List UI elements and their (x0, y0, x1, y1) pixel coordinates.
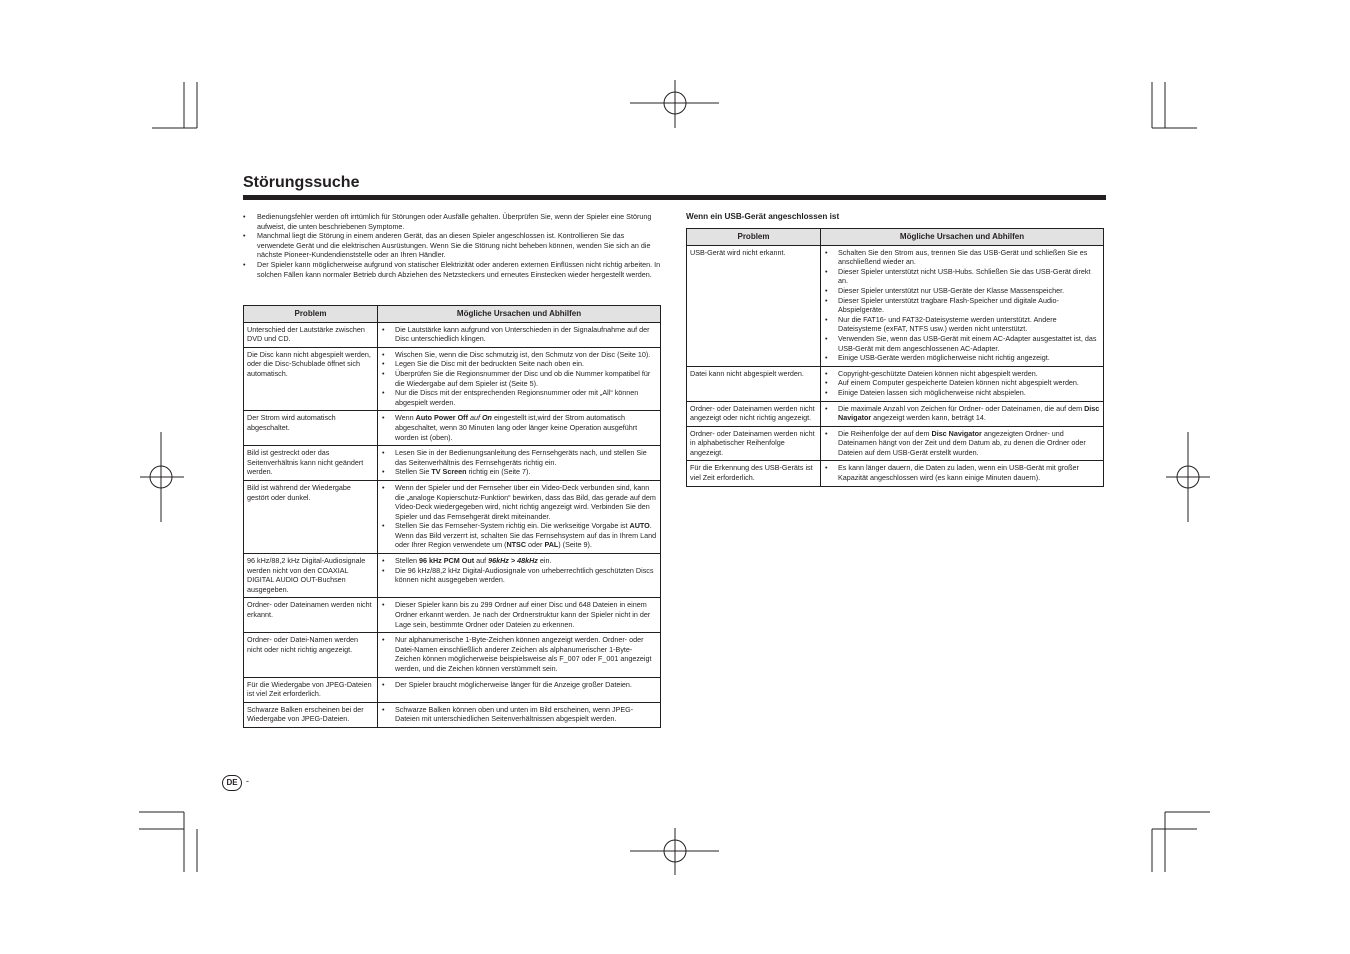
problem-cell: Die Disc kann nicht abgespielt werden, oder die Disc-Schublade öffnet sich automatisch. (244, 347, 378, 411)
setting-value: AUTO (629, 521, 650, 531)
setting-name: Auto Power Off (415, 413, 468, 423)
remedy-cell (378, 633, 661, 677)
table-row (687, 461, 1104, 486)
problem-cell: Bild ist gestreckt oder das Seitenverhältnis kann nicht geändert werden. (244, 446, 378, 481)
remedy-bullet: • Überprüfen Sie die Regionsnummer der Disc und ob die Nummer kompatibel für die Wiedergabe auf dem Spieler ist (Seite 5). (381, 369, 657, 388)
remedy-cell (378, 347, 661, 411)
table-header-row (244, 306, 661, 323)
remedy-bullet: • Nur die Discs mit der entsprechenden Regionsnummer oder mit „All“ können abgespielt werden. (381, 388, 657, 407)
remedy-cell (378, 677, 661, 702)
title-rule (243, 195, 1106, 200)
remedy-bullet: • Auf einem Computer gespeicherte Dateien können nicht abgespielt werden. (824, 378, 1100, 388)
table-row (244, 554, 661, 598)
table-row (687, 401, 1104, 426)
table-row (244, 322, 661, 347)
table-row (244, 702, 661, 727)
remedy-bullet: • Dieser Spieler kann bis zu 299 Ordner auf einer Disc und 648 Dateien in einem Ordner erkannt werden. Je nach der Ordnerstruktur kann der Spieler nicht in der Lage sein, bestimmte Ordner oder Dateien zu erkennen. (381, 600, 657, 629)
setting-value: NTSC (506, 540, 527, 550)
screen-name: Disc Navigator (931, 428, 982, 438)
setting-name: 96 kHz PCM Out (418, 556, 475, 566)
remedy-bullet: • Stellen Sie TV Screen richtig ein (Seite 7). (381, 467, 657, 477)
column-header-problem: Problem (687, 229, 821, 246)
remedy-bullet: • Nur die FAT16- und FAT32-Dateisysteme werden unterstützt. Andere Dateisysteme (exFAT, NTFS usw.) werden nicht unterstützt. (824, 315, 1100, 334)
problem-cell: Ordner- oder Dateinamen werden nicht angezeigt oder nicht richtig angezeigt. (687, 401, 821, 426)
remedy-bullet: • Nur alphanumerische 1-Byte-Zeichen können angezeigt werden. Ordner- oder Datei-Namen einschließlich anderer Zeichen als alphanumerischer 1-Byte-Zeichen können möglicherweise beispielsweise als F_007 oder F_001 angezeigt werden, und die Zeichen können verstümmelt sein. (381, 635, 657, 673)
remedy-bullet: • Wenn der Spieler und der Fernseher über ein Video-Deck verbunden sind, kann die „analoge Kopierschutz-Funktion“ bewirken, dass das Bild, das gerade auf dem Video-Deck wiedergegeben wird, nicht richtig angezeigt wird. Verbinden Sie den Spieler und das Fernsehgerät direkt miteinander. (381, 483, 657, 521)
remedy-cell (821, 245, 1104, 366)
remedy-cell (821, 366, 1104, 401)
remedy-bullet: • Die Reihenfolge der auf dem Disc Navigator angezeigten Ordner- und Dateinamen hängt von der Zeit und dem Datum ab, zu denen die Ordner oder Dateien auf dem USB-Gerät erstellt wurden. (824, 429, 1100, 458)
table-row (244, 347, 661, 411)
table-row (244, 598, 661, 633)
setting-value: PAL (544, 540, 559, 550)
remedy-bullet: • Stellen Sie das Fernseher-System richtig ein. Die werkseitige Vorgabe ist AUTO. Wenn das Bild verzerrt ist, schalten Sie das Fernsehsystem auf das in Ihrem Land oder Ihrer Region verwendete um (NTSC oder PAL) (Seite 9). (381, 521, 657, 550)
column-header-remedies: Mögliche Ursachen und Abhilfen (378, 306, 661, 323)
usb-troubleshooting-table (686, 228, 1104, 487)
remedy-bullet: • Einige USB-Geräte werden möglicherweise nicht richtig angezeigt. (824, 353, 1100, 363)
problem-cell: Ordner- oder Dateinamen werden nicht in alphabetischer Reihenfolge angezeigt. (687, 426, 821, 461)
problem-cell: Ordner- oder Datei-Namen werden nicht oder nicht richtig angezeigt. (244, 633, 378, 677)
table-header-row (687, 229, 1104, 246)
table-row (687, 426, 1104, 461)
remedy-bullet: • Stellen 96 kHz PCM Out auf 96kHz > 48kHz ein. (381, 556, 657, 566)
remedy-bullet: • Der Spieler braucht möglicherweise länger für die Anzeige großer Dateien. (381, 680, 657, 690)
remedy-bullet: • Schalten Sie den Strom aus, trennen Sie das USB-Gerät und schließen Sie es anschließend wieder an. (824, 248, 1100, 267)
intro-bullet-list (243, 212, 663, 279)
remedy-bullet: • Wenn Auto Power Off auf On eingestellt ist,wird der Strom automatisch abgeschaltet, wenn 30 Minuten lang oder länger keine Operation ausgeführt worden ist (oben). (381, 413, 657, 442)
column-header-remedies: Mögliche Ursachen und Abhilfen (821, 229, 1104, 246)
remedy-cell (378, 446, 661, 481)
remedy-bullet: • Legen Sie die Disc mit der bedruckten Seite nach oben ein. (381, 359, 657, 369)
remedy-bullet: • Die 96 kHz/88,2 kHz Digital-Audiosignale von urheberrechtlich geschützten Discs können nicht ausgegeben werden. (381, 566, 657, 585)
problem-cell: Für die Wiedergabe von JPEG-Dateien ist viel Zeit erforderlich. (244, 677, 378, 702)
problem-cell: Ordner- oder Dateinamen werden nicht erkannt. (244, 598, 378, 633)
setting-name: TV Screen (431, 467, 467, 477)
remedy-cell (378, 598, 661, 633)
problem-cell: Schwarze Balken erscheinen bei der Wiedergabe von JPEG-Dateien. (244, 702, 378, 727)
table-row (687, 366, 1104, 401)
page-title: Störungssuche (243, 174, 360, 191)
table-row (244, 677, 661, 702)
table-row (687, 245, 1104, 366)
remedy-bullet: • Schwarze Balken können oben und unten im Bild erscheinen, wenn JPEG-Dateien mit unterschiedlichen Seitenverhältnissen abgespielt werden. (381, 705, 657, 724)
remedy-cell (821, 401, 1104, 426)
problem-cell: 96 kHz/88,2 kHz Digital-Audiosignale werden nicht von den COAXIAL DIGITAL AUDIO OUT-Buchsen ausgegeben. (244, 554, 378, 598)
remedy-bullet: • Die maximale Anzahl von Zeichen für Ordner- oder Dateinamen, die auf dem Disc Navigator angezeigt werden kann, beträgt 14. (824, 404, 1100, 423)
remedy-bullet: • Dieser Spieler unterstützt nicht USB-Hubs. Schließen Sie das USB-Gerät direkt an. (824, 267, 1100, 286)
remedy-cell (378, 554, 661, 598)
remedy-cell (378, 322, 661, 347)
column-header-problem: Problem (244, 306, 378, 323)
remedy-bullet: • Copyright-geschützte Dateien können nicht abgespielt werden. (824, 369, 1100, 379)
problem-cell: Bild ist während der Wiedergabe gestört oder dunkel. (244, 480, 378, 553)
problem-cell: USB-Gerät wird nicht erkannt. (687, 245, 821, 366)
usb-section-heading: Wenn ein USB-Gerät angeschlossen ist (686, 212, 840, 221)
remedy-bullet: • Dieser Spieler unterstützt tragbare Flash-Speicher und digitale Audio-Abspielgeräte. (824, 296, 1100, 315)
troubleshooting-table (243, 305, 661, 728)
remedy-cell (378, 702, 661, 727)
problem-cell: Datei kann nicht abgespielt werden. (687, 366, 821, 401)
remedy-cell (821, 426, 1104, 461)
remedy-bullet: • Die Lautstärke kann aufgrund von Unterschieden in der Signalaufnahme auf der Disc unterschiedlich klingen. (381, 325, 657, 344)
setting-value: 96kHz > 48kHz (488, 556, 538, 566)
remedy-bullet: • Verwenden Sie, wenn das USB-Gerät mit einem AC-Adapter ausgestattet ist, das USB-Gerät mit dem angeschlossenen AC-Adapter. (824, 334, 1100, 353)
remedy-bullet: • Einige Dateien lassen sich möglicherweise nicht abspielen. (824, 388, 1100, 398)
intro-bullet: • Der Spieler kann möglicherweise aufgrund von statischer Elektrizität oder anderen externen Einflüssen nicht richtig arbeiten. In solchen Fällen kann normaler Betrieb durch Abziehen des Netzsteckers und erneutes Einstecken wieder hergestellt werden. (243, 260, 663, 279)
remedy-bullet: • Lesen Sie in der Bedienungsanleitung des Fernsehgeräts nach, und stellen Sie das Seitenverhältnis des Fernsehgeräts richtig ein. (381, 448, 657, 467)
problem-cell: Unterschied der Lautstärke zwischen DVD und CD. (244, 322, 378, 347)
remedy-bullet: • Wischen Sie, wenn die Disc schmutzig ist, den Schmutz von der Disc (Seite 10). (381, 350, 657, 360)
setting-value: On (481, 413, 492, 423)
language-badge: DE (222, 775, 242, 791)
remedy-bullet: • Es kann länger dauern, die Daten zu laden, wenn ein USB-Gerät mit großer Kapazität angeschlossen wird (es kann einige Minuten dauern). (824, 463, 1100, 482)
screen-name: Disc Navigator (838, 403, 1100, 423)
problem-cell: Der Strom wird automatisch abgeschaltet. (244, 411, 378, 446)
remedy-cell (378, 411, 661, 446)
intro-bullet: • Manchmal liegt die Störung in einem anderen Gerät, das an diesen Spieler angeschlossen ist. Kontrollieren Sie das verwendete Gerät und die elektrischen Ausrüstungen. Wenn Sie die Störung nicht beheben können, wenden Sie sich an die nächste Pioneer-Kundendienststelle oder an Ihren Händler. (243, 231, 663, 260)
remedy-cell (378, 480, 661, 553)
remedy-cell (821, 461, 1104, 486)
intro-bullet: • Bedienungsfehler werden oft irrtümlich für Störungen oder Ausfälle gehalten. Überprüfen Sie, wenn der Spieler eine Störung aufweist, die unten beschriebenen Symptome. (243, 212, 663, 231)
table-row (244, 446, 661, 481)
table-row (244, 633, 661, 677)
table-row (244, 411, 661, 446)
page-number: - (246, 776, 249, 786)
problem-cell: Für die Erkennung des USB-Geräts ist viel Zeit erforderlich. (687, 461, 821, 486)
table-row (244, 480, 661, 553)
remedy-bullet: • Dieser Spieler unterstützt nur USB-Geräte der Klasse Massenspeicher. (824, 286, 1100, 296)
